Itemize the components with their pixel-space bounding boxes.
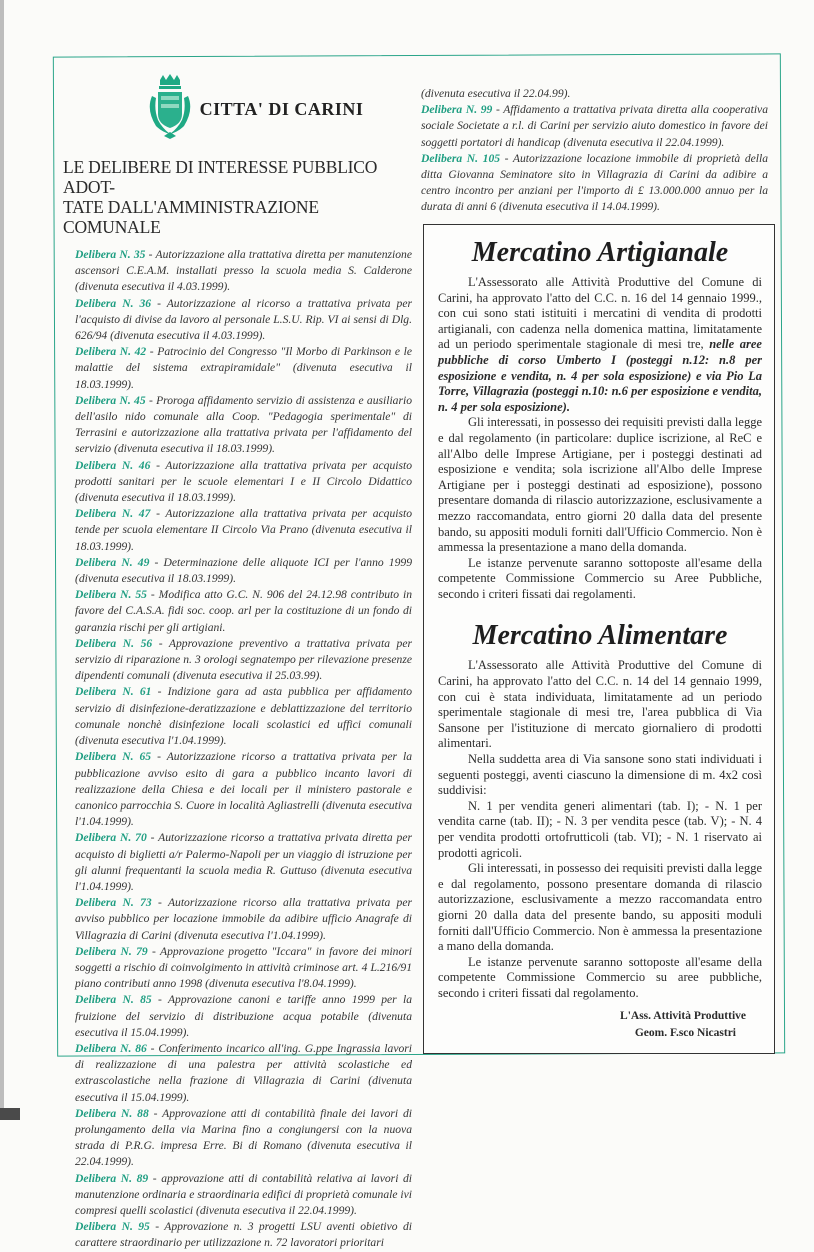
artigianale-title: Mercatino Artigianale [471, 237, 729, 268]
delibera-item [75, 344, 412, 393]
delibera-number: Delibera N. 49 [75, 555, 150, 569]
scan-left-edge [0, 0, 4, 1120]
alimentare-title: Mercatino Alimentare [472, 620, 728, 652]
delibera-number: Delibera N. 85 [75, 993, 152, 1007]
delibera-number: Delibera N. 105 [421, 151, 501, 165]
delibera-item [75, 1106, 412, 1171]
delibera-number: Delibera N. 61 [75, 685, 152, 699]
signature [438, 1008, 762, 1042]
delibera-number: Delibera N. 56 [75, 636, 153, 650]
delibera-text: - Autorizzazione al ricorso a trattativa privata per l'acquisto di divise da lavoro al personale L.S.U. Rip. VI ai sensi di Dlg. 626/94 (divenuta esecutiva il 4.03.1999). [75, 296, 413, 343]
coat-of-arms-icon [144, 74, 196, 146]
alimentare-paragraph-5: Le istanze pervenute saranno sottoposte all'esame della competente Commissione Commercio su aree pubbliche, secondo i criteri fissati dal regolamento. [438, 954, 762, 1000]
delibera-item [75, 587, 412, 636]
delibera-item [75, 296, 412, 345]
delibera-text: - Determinazione delle aliquote ICI per l'anno 1999 (divenuta esecutiva il 18.03.1999). [75, 555, 412, 586]
delibera-number: Delibera N. 70 [75, 831, 147, 845]
delibera-item [75, 506, 412, 555]
delibera-number: Delibera N. 42 [75, 345, 147, 359]
delibera-number: Delibera N. 46 [75, 458, 151, 472]
delibera-number: Delibera N. 47 [75, 507, 151, 521]
alimentare-paragraph-3: N. 1 per vendita generi alimentari (tab. I); - N. 1 per vendita carne (tab. II); - N. 3 per vendita pesce (tab. V); - N. 4 per vendita prodotti ortofrutticoli (tab. VI); - N. 1 riservato ai prodotti agricoli. [438, 798, 762, 860]
delibera-text: - Indizione gara ad asta pubblica per affidamento servizio di disinfezione-deratizzazione e deblattizzazione del territorio comunale nonchè disinfezione locali scolastici ed uffici comunali (divenuta esecutiva l'1.04.1999). [75, 685, 413, 748]
delibera-text: - Patrocinio del Congresso "Il Morbo di Parkinson e le malattie del sistema extrapiramidale" (divenuta esecutiva il 18.03.1999). [75, 345, 413, 391]
artigianale-paragraph-2: Gli interessati, in possesso dei requisiti previsti dalla legge e dal regolamento (in particolare: duplice iscrizione, al ReC e all'Albo delle Imprese Artigiane, per i posteggi destinati ad esposizione e vendita; sola iscrizione all'Albo delle Imprese Artigiane per i posteggi destinati ad esposizione), possono presentare domanda di rilascio autorizzazione, esclusivamente a mezzo raccomandata, entro giorni 20 dalla data del presente bando, su appositi moduli forniti dall'Ufficio Commercio. Non è ammessa la presentazione a mano della domanda. [438, 415, 762, 555]
delibera-item [75, 749, 412, 830]
delibera-number: Delibera N. 65 [75, 750, 152, 764]
city-title: CITTA' DI CARINI [199, 99, 364, 119]
delibera-number: Delibera N. 79 [75, 944, 148, 958]
delibera-number: Delibera N. 73 [75, 896, 152, 910]
artigianale-p1-bold: nelle aree pubbliche di corso Umberto I (posteggi n.12: n.8 per esposizione e vendita, n. 4 per sola esposizione) e via Pio La Torre, Villagrazia (posteggi n.10: n.6 per esposizione e vendita, n. 4 per sola esposizione). [438, 337, 762, 414]
delibera-text: - Affidamento a trattativa privata diretta alla cooperativa sociale Societate a r.l. di Carini per servizio aiuto domestico in favore dei soggetti portatori di handicap (divenuta esecutiva il 22.04.1999). [421, 103, 768, 149]
delibera-text: - Autorizzazione alla trattativa diretta per manutenzione ascensori C.E.A.M. installati presso la scuola media S. Calderone (divenuta esecutiva il 4.03.1999). [75, 248, 412, 294]
delibera-item [421, 102, 768, 151]
delibera-text: - Approvazione progetto "Iccara" in favore dei minori soggetti a rischio di coinvolgimento in attività criminose art. 4 L.216/91 piano contributi anno 1998 (divenuta esecutiva l'8.04.1999). [75, 944, 413, 991]
delibera-continuation: (divenuta esecutiva il 22.04.99). [421, 87, 571, 100]
artigianale-paragraph-3: Le istanze pervenute saranno sottoposte all'esame della competente Commissione Commercio su Aree Pubbliche, secondo i criteri fissati dai regolamenti. [438, 555, 762, 601]
artigianale-p1-text: L'Assessorato alle Attività Produttive del Comune di Carini, ha approvato l'atto del C.C. n. 16 del 14 gennaio 1999., con cui sono stati istituiti i mercatini di vendita di prodotti artigianali, con cadenza nella domenica mattina, limitatamente ad un periodo sperimentale stagionale di mesi tre, [438, 275, 762, 352]
delibera-item [75, 992, 412, 1041]
delibera-text: - Approvazione canoni e tariffe anno 1999 per la fruizione del servizio di distribuzione acqua potabile (divenuta esecutiva il 15.04.1999). [75, 993, 413, 1039]
delibera-text: - Autorizzazione ricorso alla trattativa privata per avviso pubblico per locazione immobile da adibire ufficio Anagrafe di Villagrazia di Carini (divenuta esecutiva l'1.04.1999). [75, 896, 413, 942]
delibera-text: - Approvazione n. 3 progetti LSU aventi obietivo di carattere straordinario per utilizzazione n. 72 lavoratori prioritari [75, 1220, 412, 1250]
delibera-item [75, 830, 412, 895]
delibera-number: Delibera N. 36 [75, 296, 152, 310]
left-column [63, 72, 413, 1252]
delibera-item [75, 1041, 412, 1106]
delibera-item [75, 1219, 412, 1251]
delibera-number: Delibera N. 99 [421, 103, 493, 117]
delibera-text: - Approvazione preventivo a trattativa privata per servizio di riparazione n. 3 orologi segnatempo per rilevazione presenze dipendenti comunali (divenuta esecutiva il 25.03.99). [75, 636, 412, 683]
delibera-item [75, 684, 412, 749]
delibera-item [75, 247, 412, 296]
delibera-number: Delibera N. 95 [75, 1220, 150, 1234]
main-title [63, 157, 412, 237]
delibera-item [75, 636, 412, 685]
scan-corner-mark [0, 1108, 20, 1120]
delibera-text: - Conferimento incarico all'ing. G.ppe Ingrassia lavori di realizzazione di una palestra per attività scolastiche ed extrascolastiche nella frazione di Villagrazia di Carini (divenuta esecutiva il 15.04.1999). [75, 1041, 412, 1104]
main-title-line-2: TATE DALL'AMMINISTRAZIONE COMUNALE [63, 197, 319, 237]
artigianale-paragraph-1 [438, 275, 762, 415]
delibera-item [75, 555, 412, 587]
delibera-number: Delibera N. 86 [75, 1041, 147, 1055]
delibera-text: - Approvazione atti di contabilità finale dei lavori di prolungamento della via Marina fino a congiungersi con la nuova strada di P.R.G. impresa Erre. Bi di Romano (divenuta esecutiva il 22.04.1999). [75, 1106, 413, 1169]
signature-role: L'Ass. Attività Produttive [620, 1009, 746, 1022]
delibera-item [75, 1171, 412, 1220]
alimentare-paragraph-4: Gli interessati, in possesso dei requisiti previsti dalla legge e dal regolamento, possono presentare domanda di rilascio autorizzazione, esclusivamente a mezzo raccomandata entro giorni 20 dalla data del presente bando, su appositi moduli forniti dall'Ufficio Commercio. Non è ammessa la presentazione a mano della domanda. [438, 861, 762, 954]
delibera-number: Delibera N. 55 [75, 588, 147, 602]
signature-name: Geom. F.sco Nicastri [634, 1026, 736, 1039]
alimentare-paragraph-1: L'Assessorato alle Attività Produttive del Comune di Carini, ha approvato l'atto del C.C. n. 14 del 14 gennaio 1999, con cui è stata individuata, limitatamente ad un periodo sperimentale stagionale di mesi tre, l'area pubblica di Via Sansone per l'istituzione di mercato giornaliero di prodotti alimentari. [438, 658, 762, 751]
mercatini-notice-box [423, 224, 775, 1054]
delibera-text: - Autorizzazione ricorso a trattativa privata per la pubblicazione avviso esito di gara a pubblico incanto lavori di realizzazione della Chiesa e dei locali per il ministero pastorale e canonico parrocchia S. Cuore in località Agliastrelli (divenuta esecutiva l'1.04.1999). [75, 750, 413, 829]
delibera-item [421, 151, 768, 216]
delibera-text: - Autorizzazione alla trattativa privata per acquisto prodotti sanitari per le scuole elementari I e II Circolo Didattico (divenuta esecutiva il 18.03.1999). [75, 458, 413, 505]
delibera-text: - Autorizzazione locazione immobile di proprietà della ditta Giovanna Seminatore sito in Villagrazia di Carini da adibire a centro incontro per anziani per l'importo di £ 13.000.000 annuo per la durata di anni 6 (divenuta esecutiva il 14.04.1999). [421, 151, 769, 214]
delibera-text: - Autorizzazione alla trattativa privata per acquisto tende per scuola elementare II Circolo Via Prano (divenuta esecutiva il 18.03.1999). [75, 507, 413, 553]
delibera-text: - Autorizzazione ricorso a trattativa privata diretta per acquisto di biglietti a/r Palermo-Napoli per un viaggio di istruzione per gli alunni frequentanti la scuola media R. Guttuso (divenuta esecutiva l'1.04.1999). [75, 831, 413, 893]
delibera-item [75, 393, 412, 458]
delibera-text: - Modifica atto G.C. N. 906 del 24.12.98 contributo in favore del C.A.S.A. fidi soc. coop. arl per la costituzione di un fondo di garanzia rischi per gli artigiani. [75, 588, 413, 634]
delibera-item [75, 895, 412, 944]
delibera-item [75, 458, 412, 507]
delibera-number: Delibera N. 35 [75, 248, 146, 261]
alimentare-paragraph-2: Nella suddetta area di Via sansone sono stati individuati i seguenti posteggi, aventi ciascuno la dimensione di m. 4x2 così suddivisi: [438, 752, 762, 798]
delibera-item [75, 944, 412, 993]
delibere-list [75, 247, 412, 1252]
masthead [95, 72, 412, 147]
right-column-delibere [421, 86, 768, 216]
delibera-number: Delibera N. 45 [75, 393, 146, 407]
delibera-number: Delibera N. 89 [75, 1171, 149, 1185]
delibera-number: Delibera N. 88 [75, 1106, 149, 1120]
delibera-text: - Proroga affidamento servizio di assistenza e ausiliario dell'asilo nido comunale alla Coop. "Pedagogia sperimentale" di Terrasini e autorizzazione alla trattativa privata per l'affidamento del servizio (divenuta esecutiva il 18.03.1999). [75, 393, 412, 456]
delibera-text: - approvazione atti di contabilità relativa ai lavori di manutenzione ordinaria e straordinaria edifici di proprietà comunale ivi compresi quelli scolastici (divenuta esecutiva il 22.04.1999). [75, 1171, 412, 1217]
main-title-line-1: LE DELIBERE DI INTERESSE PUBBLICO ADOT- [63, 157, 378, 197]
